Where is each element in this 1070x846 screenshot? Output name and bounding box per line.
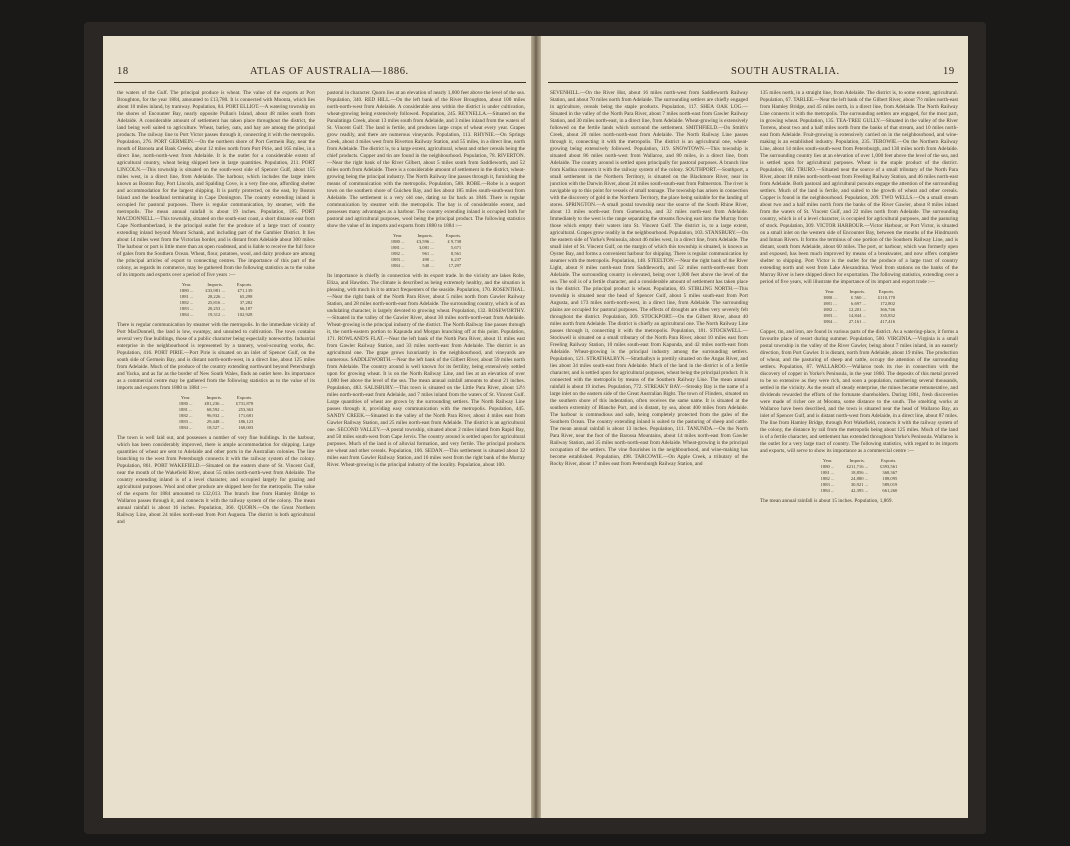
table-header: Imports.: [206, 395, 222, 400]
table-row: 1884 ... 19,312 ... 102,928: [179, 312, 253, 317]
table-header: Imports.: [417, 233, 433, 238]
running-title-right: SOUTH AUSTRALIA.: [731, 66, 840, 77]
table-row: 1880 ... £81,236 ... £731,878: [178, 401, 254, 406]
stats-table-port-pirie: [173, 395, 260, 431]
table-row: 1883 ... 14,844 ... 335,832: [822, 313, 896, 318]
entry-text: The mean annual rainfall is about 15 inches. Population, 1,869.: [760, 498, 893, 504]
header-rule-right: [548, 82, 958, 83]
table-row: 1880 ... £ 560 ... £110,170: [822, 295, 896, 300]
table-row: 1882 ... 961 ... 8,561: [390, 251, 462, 256]
table-row: 1880 ... £3,596 ... £ 9,738: [390, 239, 462, 244]
entry-text: Its importance is chiefly in connection with its export trade. In the vicinity are lakes Robe, Eliza, and Hawdon. The climate is described as being extremely healthy, and the situation is pleasing, with much in it to attract frequenters of the seaside. Population, 170. ROSENTHAL.—Near the right bank of the North Para River, about 5 miles north from Gawler Railway Station, and 28 miles north-north-east from Adelaide. The surrounding country, which is of an undulating character, is largely devoted to growing wheat. Population, 132. ROSEWORTHY.—Situated in the valley of the Gawler River, about 30 miles north-north-east from Adelaide. Wheat-growing is the principal industry of the district. The North Railway line passes through it, the north-eastern portion to Kapunda and Morgan branching off at this point. Population, 171. ROWLAND'S FLAT.—Near the left bank of the North Para River, about 11 miles east from Gawler Railway Station, and 33 miles north-east from Adelaide. The district is an agricultural one. The grape grows luxuriantly in the neighbourhood, and vineyards are numerous. SADDLEWORTH.—Near the left bank of the Gilbert River, about 59 miles north from Adelaide. The country around is well known for its fertility, being extensively settled upon for growing wheat. It is on the North Railway Line, and lies at an elevation of over 1,000 feet above the level of the sea. The mean annual rainfall amounts to about 21 inches. Population, 483. SALISBURY.—This town is situated on the Little Para River, about 12½ miles north-north-east from Adelaide, and 7 miles inland from the waters of St. Vincent Gulf. Large quantities of wheat are grown by the surrounding settlers. The North Railway Line passes through it, providing easy communication with the metropolis. Population, 445. SANDY CREEK.—Situated in the valley of the North Para River, about 4 miles east from Gawler Railway Station, and 25 miles north-east from Adelaide. The district is an agricultural one. SECOND VALLEY.—A postal township, situated about 2 miles inland from Rapid Bay, and 50 miles south-west from Cape Jervis. The country around is settled upon for agricultural purposes. Much of the land is of alluvial formation, and very fertile. The principal products are wheat and other cereals. Population, 106. SEDAN.—This settlement is situated about 32 miles east from Gawler Railway Station, and 16 miles west from the right bank of the Murray River. Wheat-growing is the principal industry of the locality. Population, about 100.: [327, 273, 525, 468]
table-header: Exports.: [880, 458, 897, 463]
left-column-2: [327, 90, 525, 804]
table-row: 1881 ... 18,856 ... 368,367: [820, 470, 898, 475]
table-row: 1882 ... 24,880 ... 188,095: [820, 476, 898, 481]
stats-table-wallaroo: [815, 458, 904, 494]
book-gutter: [531, 36, 541, 818]
page-number-right: 19: [943, 66, 955, 77]
table-row: 1884 ... 540 ... 17,297: [390, 263, 462, 268]
table-row: 1882 ... 12,201 ... 366,746: [822, 307, 896, 312]
table-header: Exports.: [236, 395, 253, 400]
table-row: 1884 ... 42,395 ... 661,260: [820, 488, 898, 493]
entry-text: SEVENHILL.—On the River Hut, about 16 miles north-west from Saddleworth Railway Station, and about 70 miles north from Adelaide. The surrounding settlers are chiefly engaged in agriculture, cereals being the staple products. Population, 117. SHEA OAK LOG.—Situated in the valley of the North Para River, about 7 miles north-east from Gawler Railway Station, and 30 miles north-east, in a direct line, from Adelaide. Wheat-growing is extensively followed on the fertile lands which surround the settlement. SMITHFIELD.—On Smith's Creek, about 20 miles north-north-east from Adelaide. The North Railway Line passes through it, connecting it with the metropolis. The district is an agricultural one, wheat-growing being extensively followed. Population, 119. SNOWTOWN.—This township is situated about 86 miles north-west from Wallaroo, and 80 miles, in a direct line, from Adelaide. The country around is settled upon principally for pastoral purposes. A branch line from Kadina connects it with the railway system of the colony. SOUTHPORT.—Southport, a small settlement in the Northern Territory, is situated on the Blackmore River, near its junction with the Darwin River, about 24 miles south-south-east from Palmerston. The river is navigable up to this point for vessels of small tonnage. The township has arisen in connection with the discovery of gold in the Northern Territory, the place being suitable for the landing of stores. SPRINGTON.—A small postal township near the source of the South Rhine River, about 13 miles north-east from Gumeracha, and 32 miles north-east from Adelaide. Immediately to the west is the range separating the streams flowing east into the Murray from those which empty their waters into St. Vincent Gulf. The district is, to a large extent, agricultural. Grapes grow readily in the neighbourhood. Population, 103. STANSBURY.—On the eastern side of Yorke's Peninsula, about 46 miles west, in a direct line, from Adelaide. The small inlet of St. Vincent Gulf, on the margin of which this township is situated, is known as Oyster Bay, and forms a convenient harbour for shipping. There is regular communication by steamer with the metropolis. Population, 148. STEELTON.—Near the right bank of the River Light, about 8 miles north-east from Saddleworth, and 52 miles north-north-east from Adelaide. The surrounding country is elevated, being over 1,000 feet above the level of the sea. The soil is of a fertile character, and a considerable amount of settlement has taken place in the district. The principal product is wheat. Population, 69. STIRLING NORTH.—This township is situated near the head of Spencer Gulf, about 5 miles south-east from Port Augusta, and 173 miles north-north-west, in a direct line, from Adelaide. The surrounding plains are occupied for pastoral purposes. The effects of droughts are often very severely felt throughout the district. Population, 309. STOCKPORT.—On the Gilbert River, about 40 miles north from Adelaide. The district is chiefly an agricultural one. The North Railway Line passes through it, connecting it with the metropolis. Population, 181. STOCKWELL.—Stockwell is situated on a small tributary of the North Para River, about 10 miles east from Freeling Railway Station, 10 miles south-east from Kapunda, and 42 miles north-east from Adelaide. Wheat-growing is the principal industry among the surrounding settlers. Population, 121. STRATHALBYN.—Strathalbyn is prettily situated on the Angas River, and lies about 34 miles south-east from Adelaide. Much of the land in the district is of a fertile character, and is settled upon for agricultural purposes, wheat being the principal product. It is connected with the metropolis by means of the Southern Railway Line. The mean annual rainfall is about 19 inches. Population, 772. STREAKY BAY.—Streaky Bay is the name of a large inlet on the eastern side of the Great Australian Bight. The town of Flinders, situated on the southern shore of this indentation, often receives the same name. It is situated at the southern extremity of Blanche Port, and is distant, by sea, about 400 miles from Adelaide. The harbour is commodious and safe, being completely protected from the gales of the Southern Ocean. The country extending inland is suited to the pasturing of sheep and cattle. The mean annual rainfall is about 13 inches. Population, 111. TANUNDA.—On the North Para River, near the foot of the Barossa Mountains, about 14 miles north-east from Gawler Railway Station, and 35 miles north-north-east from Adelaide. Wheat-growing is the principal occupation of the settlers. The vine flourishes in the neighbourhood, and wine-making has become established. Population, 498. TARCOWIE.—On Apple Creek, a tributary of the Rocky River, about 17 miles east from Petersburgh Railway Station, and: [550, 90, 748, 467]
table-header: Imports.: [849, 458, 865, 463]
table-header: Imports.: [849, 289, 866, 294]
table-row: 1881 ... 28,226 ... 65,298: [179, 294, 253, 299]
table-header: Year.: [180, 395, 191, 400]
table-row: 1881 ... 68,592 ... 253,363: [178, 407, 254, 412]
table-row: 1884 ... 27,161 ... 417,416: [822, 319, 896, 324]
table-row: 1882 ... 96,932 ... 171,681: [178, 413, 254, 418]
entry-text: The town is well laid out, and possesses a number of very fine buildings. In the harbour, which has been considerably improved, there is ample accommodation for shipping. Large quantities of wheat are sent to Adelaide and other ports in the Australian colonies. The line branching to the west from Petersburgh connects it with the railway system of the colony. Population, 861. PORT WAKEFIELD.—Situated on the eastern shore of St. Vincent Gulf, near the mouth of the Wakefield River, about 55 miles north-north-west from Adelaide. The country extending inland is of a level character, and occupied largely for grazing and agricultural purposes. Wool and other produce are shipped here for the metropolis. The value of the exports for 1884 amounted to £32,013. The branch line from Hamley Bridge to Wallaroo passes through it, and connects it with the railway system of the colony. The mean annual rainfall is about 16 inches. Population, 360. QUORN.—On the Great Northern Railway Line, about 24 miles north-east from Port Augusta. The district is both agricultural and: [117, 435, 315, 525]
stats-table-robe: [385, 233, 467, 269]
table-row: 1881 ... 3,081 ... 5,671: [390, 245, 462, 250]
table-row: 1883 ... 29,448 ... 186,123: [178, 419, 254, 424]
table-row: 1880 ... £33,981 ... £71,139: [179, 288, 253, 293]
table-row: 1881 ... 6,697 ... 172,802: [822, 301, 896, 306]
left-column-1: [117, 90, 315, 804]
table-row: 1883 ... 490 ... 6,237: [390, 257, 462, 262]
table-header: Imports.: [207, 282, 223, 287]
table-header: Exports.: [878, 289, 895, 294]
entry-text: the waters of the Gulf. The principal produce is wheat. The value of the exports at Port Broughton, for the year 1884, amounted to £13,780. It is connected with Moonta, which lies about 10 miles inland, by tramway. Population, 84. PORT ELLIOT.—A watering township on the shores of Encounter Bay, nearly opposite Pullan's Island, about 48 miles south from Adelaide. A considerable amount of settlement has taken place throughout the district, the land being well suited to agriculture. Wheat, barley, oats, and hay are among the principal products. The railway line to Port Victor passes through it, connecting it with the metropolis. Population, 276. PORT GERMEIN.—On the northern shore of Port Germein Bay, near the mouth of Baroota and Bank Creeks, about 12 miles north from Port Pirie, and 165 miles, in a direct line, north-north-west from Adelaide. It is the outlet for a considerable extent of agricultural country, wheat being shipped here in large quantities. Population, 211. PORT LINCOLN.—This township is situated on the south-west side of Spencer Gulf, about 155 miles west, in a direct line, from Adelaide. The harbour, which includes the large inlets known as Boston Bay, Port Lincoln, and Spalding Cove, is a very fine one, affording shelter and accommodation for the largest shipping. It is partly protected, on the east, by Boston Island and the headland terminating in Cape Donington. The country extending inland is occupied for pastoral purposes. There is regular communication, by steamer, with the metropolis. The mean annual rainfall is about 19 inches. Population, 185. PORT MACDONNELL.—This township, situated on the south-east coast, a short distance east from Cape Northumberland, is the principal outlet for the produce of a large tract of country extending inland beyond Mount Schank, and including part of the Gambier District. It lies about 14 miles west from the Victorian border, and is distant from Adelaide about 300 miles. The harbour or port is little more than an open roadstead, and is liable to receive the full force of gales from the Southern Ocean. Wheat, flour, potatoes, wool, and dairy produce are among the principal articles of export to connecting centres. The importance of this part of the colony, as regards its commerce, may be gathered from the following statistics as to the value of its imports and exports over a period of five years :—: [117, 90, 315, 278]
entry-text: Copper, tin, and iron, are found in various parts of the district. As a watering-place, it forms a favourite place of resort during summer. Population, 500. VIRGINIA.—Virginia is a small postal township in the valley of the River Gawler, being about 7 miles inland, in an easterly direction, from Port Gawler. It is distant, north from Adelaide, about 19 miles. The production of wheat, and the pasturing of sheep and cattle, occupy the attention of the surrounding settlers. Population, 87. WALLAROO.—Wallaroo took its rise in connection with the discovery of copper in Yorke's Peninsula, in the year 1860. The deposits of this metal proved to be so extensive as they were rich, and soon a population, numbering several thousands, settled in the vicinity. As the result of steady enterprise, the mines became remunerative, and dividends rewarded the efforts of the fortunate shareholders. During 1861, fresh discoveries were made of richer ore at Moonta, some distance to the south. The smelting works at Wallaroo have been described, and the town is situated near the head of Wallaroo Bay, an inlet of Spencer Gulf, and is distant north-west from Adelaide, in a direct line, about 87 miles. The line from Hamley Bridge, through Port Wakefield, connects it with the railway system of the colony, the distance by rail from the metropolis being about 125 miles. Much of the land is of a fertile character, and settlement has extended throughout Yorke's Peninsula. Wallaroo is the outlet for a very large tract of country. The following statistics, with regard to its imports and exports, will serve to show its importance as a commercial centre :—: [760, 329, 958, 454]
table-header: Year.: [825, 289, 835, 294]
table-header: Year.: [392, 233, 403, 238]
entry-text: There is regular communication by steamer with the metropolis. In the immediate vicinity of Port MacDonnell, the land is low, swampy, and unsuited to cultivation. The town contains several very fine buildings, those of a public character being especially noteworthy. Industrial enterprise in the neighbourhood is represented by a tannery, wool-scouring works, &c. Population, 416. PORT PIRIE.—Port Pirie is situated on an inlet of Spencer Gulf, on the south side of Germein Bay, and is distant north-north-west, in a direct line, about 125 miles from Adelaide. Much of the produce of the country extending northward beyond Petersburgh and Yacka, and as far as the border of New South Wales, finds an outlet here. Its importance as a commercial centre may be gathered from the following statistics as to the value of its imports and exports from 1880 to 1884 :—: [117, 322, 315, 391]
page-number-left: 18: [117, 66, 129, 77]
entry-text: pastoral in character. Quorn lies at an elevation of nearly 1,000 feet above the level of the sea. Population, 340. RED HILL.—On the left bank of the River Broughton, about 100 miles north-north-west from Adelaide. A considerable area within the district is under cultivation, wheat-growing being extensively followed. Population, 245. REYNELLA.—Situated on the Panalatinga Creek, about 13 miles south from Adelaide, and 3 miles inland from the waters of St. Vincent Gulf. The land is fertile, and produces large crops of wheat every year. Grapes grow readily, and there are numerous vineyards. Population, 113. RHYNIE.—On Springs Creek, about 4 miles west from Riverton Railway Station, and 55 miles, in a direct line, north from Adelaide. The district is, to a large extent, agricultural, wheat and other cereals being the chief products. Copper and tin are found in the neighbourhood. Population, 78. RIVERTON.—Near the right bank of the River Gilbert, about 5 miles south from Saddleworth, and 52 miles north from Adelaide. There is a considerable amount of settlement in the district, wheat-growing being the principal industry. The North Railway line passes through it, furnishing the means of communication with the metropolis. Population, 588. ROBE.—Robe is a seaport town on the southern shore of Guichen Bay, and lies about 185 miles south-south-east from Adelaide. The settlement is a very old one, dating so far back as 1846. There is regular communication by steamer with the metropolis. The bay is of considerable extent, and possesses many advantages as a harbour. The country extending inland is occupied both for pastoral and agricultural purposes, wool being the principal product. The following statistics show the value of its imports and exports from 1880 to 1884 :—: [327, 90, 525, 229]
right-page-body: [550, 90, 958, 804]
entry-text: 135 miles north, in a straight line, from Adelaide. The district is, to some extent, agricultural. Population, 67. TARLEE.—Near the left bank of the Gilbert River, about 7½ miles north-east from Hamley Bridge, and 45 miles north, in a direct line, from Adelaide. The North Railway Line connects it with the metropolis. The surrounding settlers are engaged, for the most part, in growing wheat. Population, 135. TEA-TREE GULLY.—Situated in the valley of the River Torrens, about two and a half miles north from the banks of that stream, and 10 miles north-east from Adelaide. Fruit-growing is extensively carried on in the neighbourhood, and wine-making is an established industry. Population, 235. TEROWIE.—On the Northern Railway Line, about 14 miles south-south-west from Petersburgh, and 130 miles north from Adelaide. The surrounding country lies at an elevation of over 1,000 feet above the level of the sea, and is settled upon for agricultural purposes. Wheat is the staple product of the district. Population, 682. TRURO.—Situated near the source of a small tributary of the North Para River, about 18 miles north-north-east from Freeling Railway Station, and 46 miles north-east from Adelaide. Both pastoral and agricultural pursuits engage the attention of the surrounding settlers. Much of the land is fertile, and suited to the growth of wheat and other cereals. Copper is found in the neighbourhood. Population, 209. TWO WELLS.—On a small stream about two and a half miles north from the banks of the River Gawler, about 8 miles inland from the waters of St. Vincent Gulf, and 22 miles north from Adelaide. The surrounding country, which is of a level character, is occupied for agricultural purposes, and the pasturing of stock. Population, 309. VICTOR HARBOUR.—Victor Harbour, or Port Victor, is situated on a small inlet on the western side of Encounter Bay, between the mouths of the Hindmarsh and Inman Rivers. It forms the terminus of one portion of the Southern Railway Line, and is distant, south from Adelaide, about 60 miles. The port, or harbour, which was formerly open and exposed, has been much improved by means of a breakwater, and now offers complete shelter to shipping. Port Victor is the outlet for the produce of a large tract of country extending north and west from Lake Alexandrina. Wool from stations on the banks of the Murray River is here shipped direct for exportation. The following statistics, extending over a period of five years, will illustrate the importance of its import and export trade :—: [760, 90, 958, 285]
right-column-1: [550, 90, 748, 804]
stats-table-port-macdonnell: [174, 282, 259, 318]
left-page-body: [117, 90, 525, 804]
stats-table-victor-harbour: [817, 289, 901, 325]
table-row: 1882 ... 25,816 ... 37,282: [179, 300, 253, 305]
right-column-2: [760, 90, 958, 804]
table-header: Exports.: [445, 233, 462, 238]
running-title-left: ATLAS OF AUSTRALIA—1886.: [250, 66, 409, 77]
table-row: 1883 ... 30,921 ... 589,019: [820, 482, 898, 487]
table-row: 1883 ... 20,253 ... 66,187: [179, 306, 253, 311]
table-header: Exports.: [236, 282, 253, 287]
table-header: Year.: [822, 458, 833, 463]
header-rule-left: [114, 82, 526, 83]
table-row: 1880 ... £211,716 ... £393,561: [820, 464, 898, 469]
table-header: Year.: [181, 282, 192, 287]
table-row: 1884 ... 18,527 ... 160,003: [178, 425, 254, 430]
